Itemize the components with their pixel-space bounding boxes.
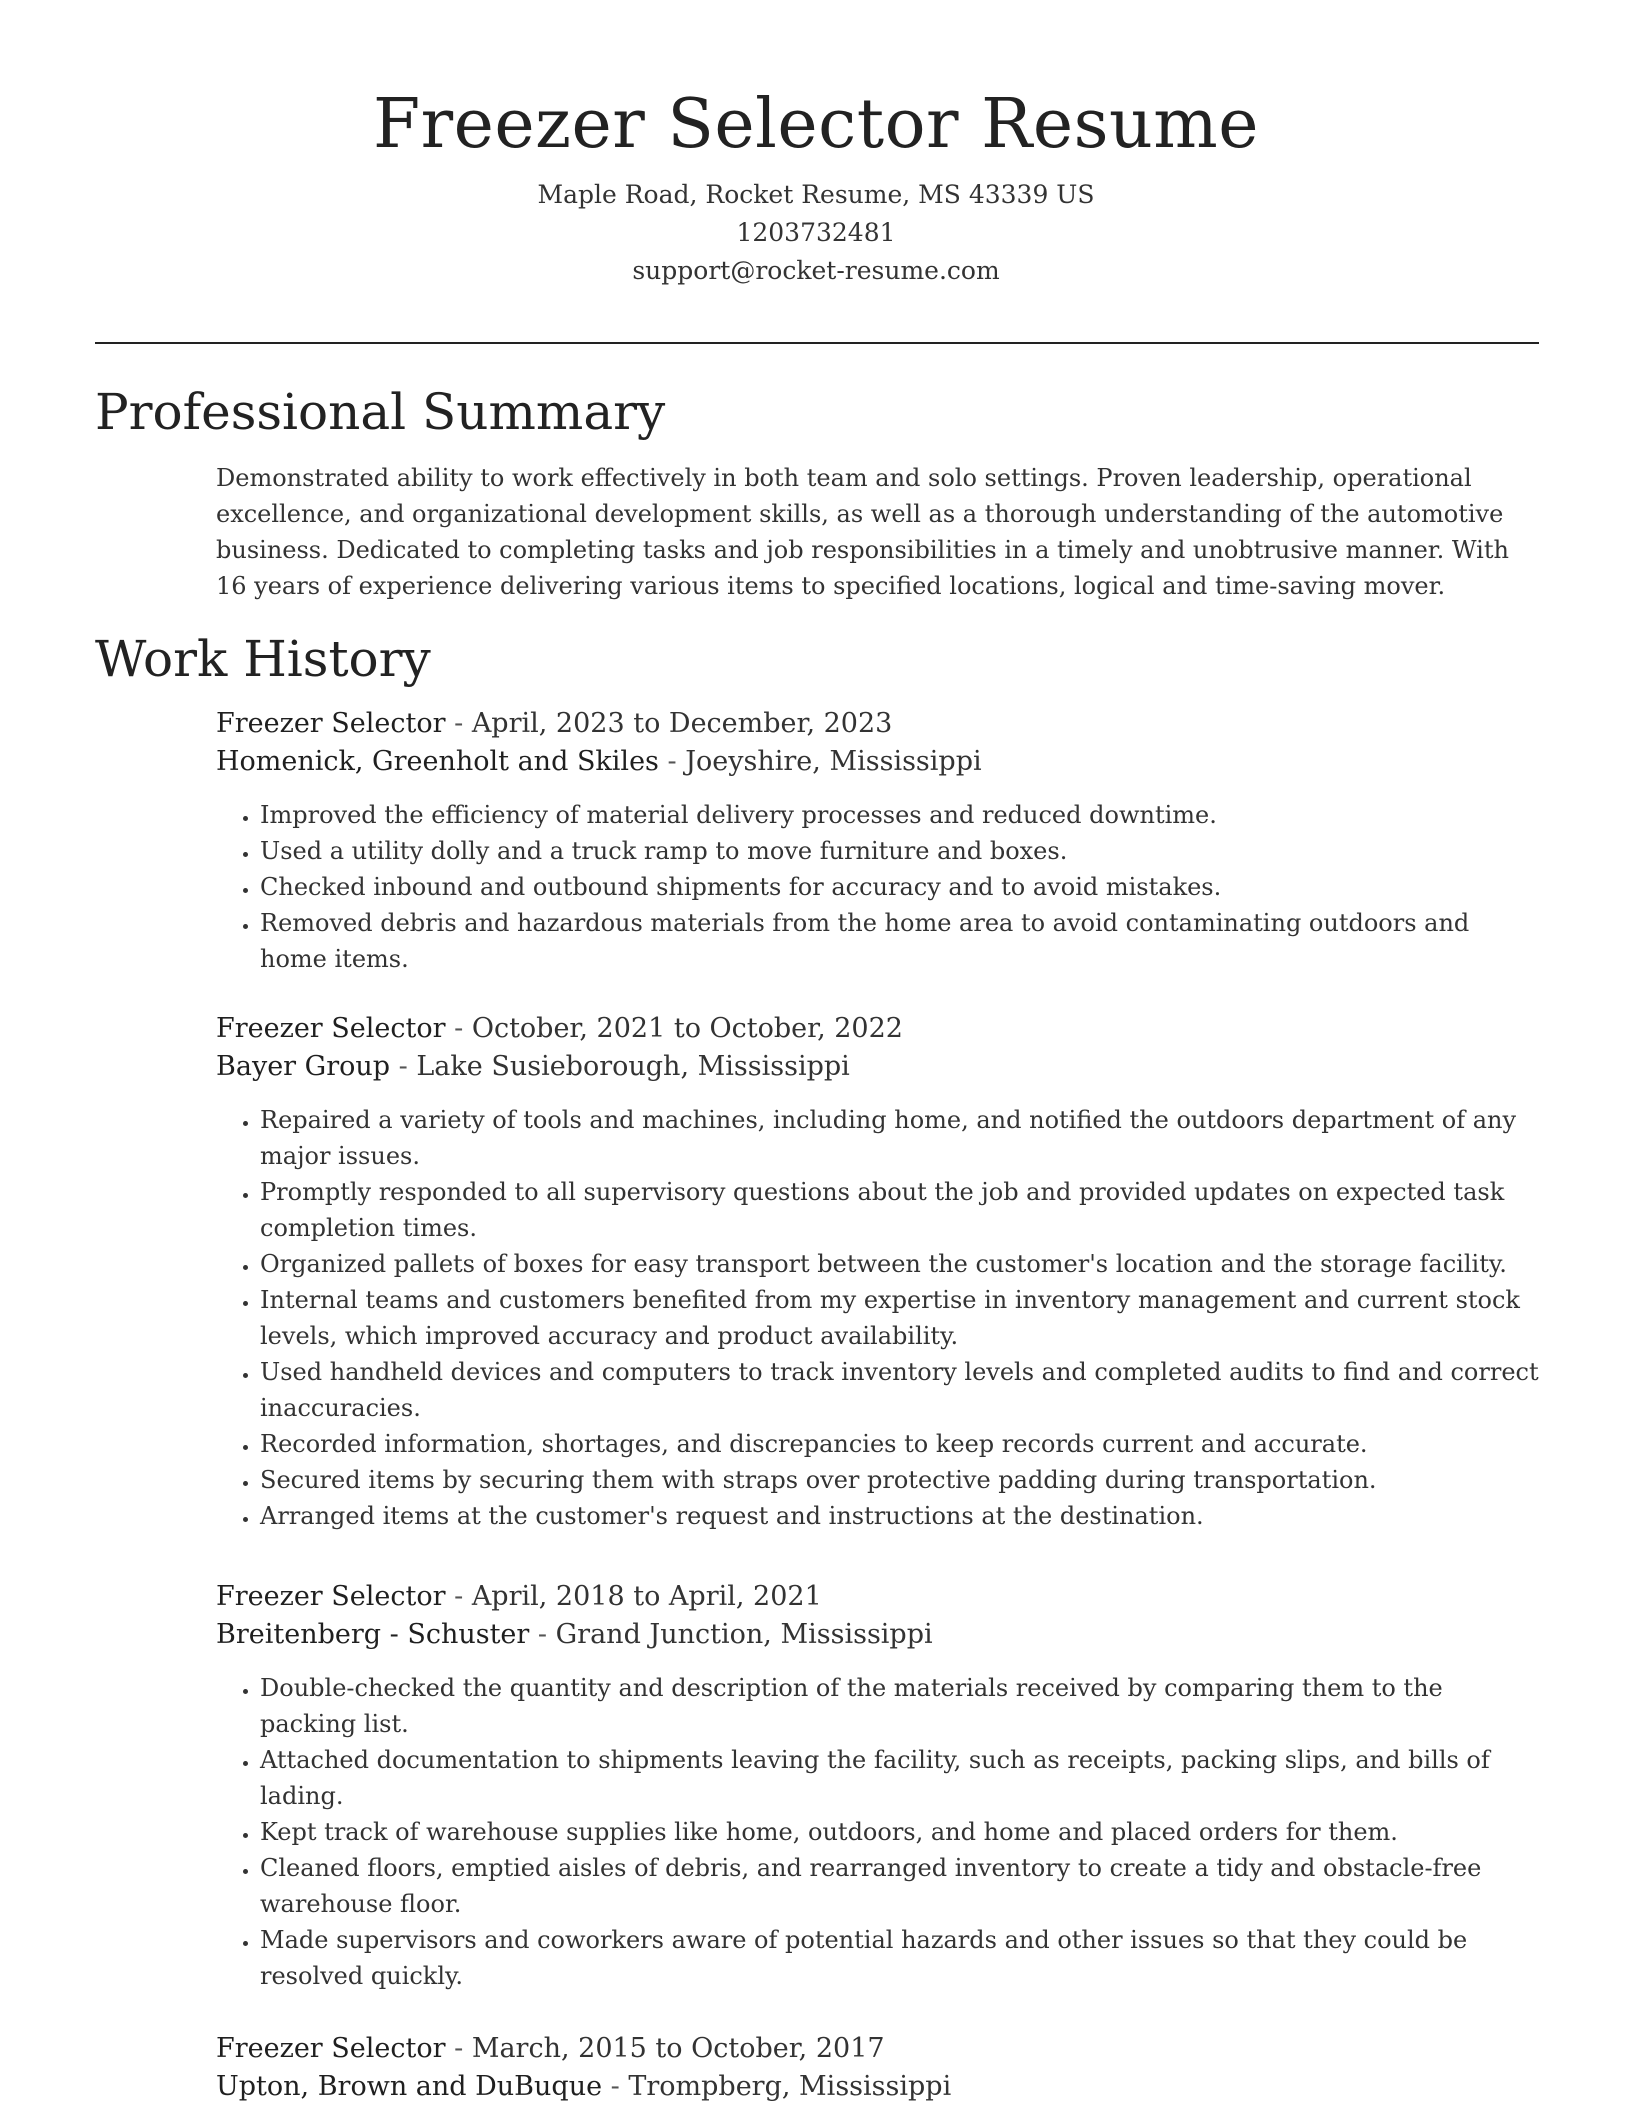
duty-item: • Kept track of warehouse supplies like home, outdoors, and home and placed orders for them. xyxy=(260,1814,1540,1850)
job-title-line: Freezer Selector - March, 2015 to October, 2017 xyxy=(216,2033,885,2064)
job-company-line: Homenick, Greenholt and Skiles - Joeyshire, Mississippi xyxy=(216,746,982,777)
job-dates: October, 2021 to October, 2022 xyxy=(471,1013,903,1044)
duty-item: • Double-checked the quantity and description of the materials received by comparing them to the packing list. xyxy=(260,1670,1540,1742)
job-location: Lake Susieborough, Mississippi xyxy=(416,1051,850,1082)
summary-heading: Professional Summary xyxy=(95,383,666,441)
job-title-line: Freezer Selector - April, 2018 to April, 2021 xyxy=(216,1581,822,1612)
job-title: Freezer Selector xyxy=(216,2033,446,2064)
job-company: Breitenberg - Schuster xyxy=(216,1619,530,1650)
job-dates: March, 2015 to October, 2017 xyxy=(471,2033,885,2064)
job-entry xyxy=(216,2030,1540,2106)
job-company: Homenick, Greenholt and Skiles xyxy=(216,746,659,777)
duty-item: • Attached documentation to shipments leaving the facility, such as receipts, packing slips, and bills of lading. xyxy=(260,1742,1540,1814)
job-title: Freezer Selector xyxy=(216,1581,446,1612)
resume-header xyxy=(0,80,1632,290)
duty-item: • Cleaned floors, emptied aisles of debris, and rearranged inventory to create a tidy and obstacle-free warehouse floor. xyxy=(260,1850,1540,1922)
duty-item: • Organized pallets of boxes for easy transport between the customer's location and the storage facility. xyxy=(260,1246,1540,1282)
job-duties-list xyxy=(216,1670,1540,1994)
duty-item: • Arranged items at the customer's request and instructions at the destination. xyxy=(260,1498,1540,1534)
contact-address: Maple Road, Rocket Resume, MS 43339 US xyxy=(537,180,1095,209)
contact-info xyxy=(0,176,1632,290)
job-duties-list xyxy=(216,797,1540,977)
job-title-line: Freezer Selector - April, 2023 to December, 2023 xyxy=(216,708,893,739)
duty-item: • Secured items by securing them with straps over protective padding during transportation. xyxy=(260,1462,1540,1498)
duty-item: • Checked inbound and outbound shipments for accuracy and to avoid mistakes. xyxy=(260,869,1540,905)
duty-item: • Improved the efficiency of material delivery processes and reduced downtime. xyxy=(260,797,1540,833)
work-history-heading: Work History xyxy=(95,630,431,688)
job-dates: April, 2018 to April, 2021 xyxy=(471,1581,822,1612)
job-title: Freezer Selector xyxy=(216,708,446,739)
job-entry xyxy=(216,705,1540,977)
job-company-line: Upton, Brown and DuBuque - Trompberg, Mississippi xyxy=(216,2071,952,2102)
job-company-line: Breitenberg - Schuster - Grand Junction, Mississippi xyxy=(216,1619,933,1650)
job-location: Trompberg, Mississippi xyxy=(628,2071,952,2102)
summary-text: Demonstrated ability to work effectively in both team and solo settings. Proven leadership, operational excellence, and organizational development skills, as well as a thorough understanding of the automotive business. Dedicated to completing tasks and job responsibilities in a timely and unobtrusive manner. With 16 years of experience delivering various items to specified locations, logical and time-saving mover. xyxy=(216,464,1509,600)
job-company: Bayer Group xyxy=(216,1051,391,1082)
job-title-line: Freezer Selector - October, 2021 to October, 2022 xyxy=(216,1013,903,1044)
duty-item: • Recorded information, shortages, and discrepancies to keep records current and accurate. xyxy=(260,1426,1540,1462)
job-title: Freezer Selector xyxy=(216,1013,446,1044)
job-entry xyxy=(216,1578,1540,1994)
job-dates: April, 2023 to December, 2023 xyxy=(471,708,893,739)
job-location: Joeyshire, Mississippi xyxy=(685,746,982,777)
job-duties-list xyxy=(216,1102,1540,1534)
job-company-line: Bayer Group - Lake Susieborough, Mississippi xyxy=(216,1051,850,1082)
duty-item: • Internal teams and customers benefited from my expertise in inventory management and current stock levels, which improved accuracy and product availability. xyxy=(260,1282,1540,1354)
job-company: Upton, Brown and DuBuque xyxy=(216,2071,603,2102)
job-location: Grand Junction, Mississippi xyxy=(555,1619,933,1650)
header-divider xyxy=(95,342,1539,344)
resume-title: Freezer Selector Resume xyxy=(372,85,1259,164)
duty-item: • Removed debris and hazardous materials from the home area to avoid contaminating outdoors and home items. xyxy=(260,905,1540,977)
duty-item: • Used a utility dolly and a truck ramp to move furniture and boxes. xyxy=(260,833,1540,869)
contact-phone: 1203732481 xyxy=(736,218,896,247)
duty-item: • Used handheld devices and computers to track inventory levels and completed audits to find and correct inaccuracies. xyxy=(260,1354,1540,1426)
duty-item: • Made supervisors and coworkers aware of potential hazards and other issues so that they could be resolved quickly. xyxy=(260,1922,1540,1994)
duty-item: • Repaired a variety of tools and machines, including home, and notified the outdoors department of any major issues. xyxy=(260,1102,1540,1174)
job-entry xyxy=(216,1010,1540,1534)
duty-item: • Promptly responded to all supervisory questions about the job and provided updates on expected task completion times. xyxy=(260,1174,1540,1246)
contact-email: support@rocket-resume.com xyxy=(632,256,1000,285)
